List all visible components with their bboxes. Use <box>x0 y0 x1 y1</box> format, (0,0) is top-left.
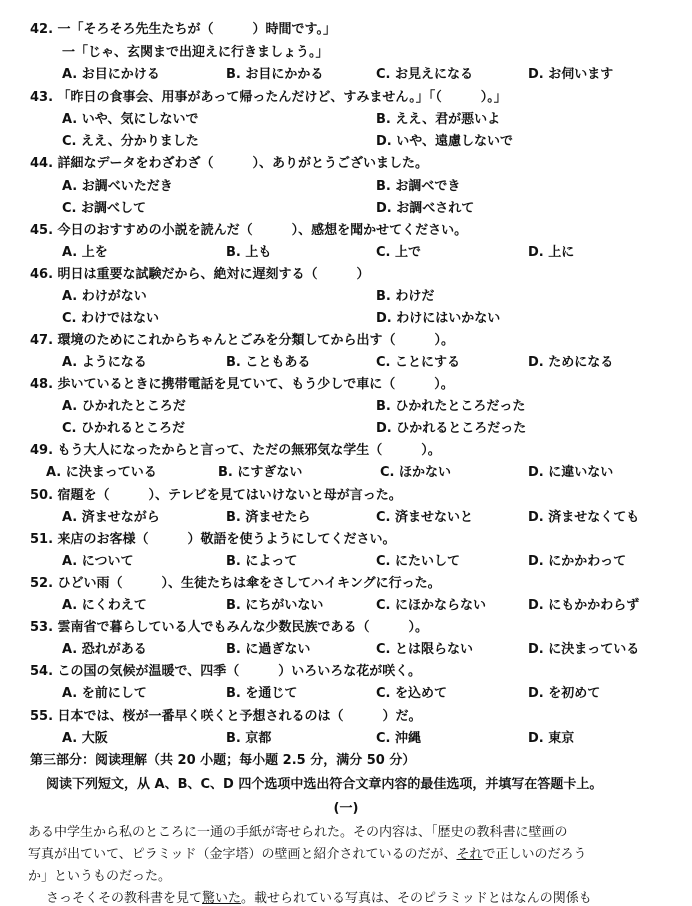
question-46-option-c[interactable]: C. わけではない <box>62 311 160 326</box>
question-45-stem: 45. 今日のおすすめの小説を読んだ（ ）、感想を聞かせてください。 <box>30 223 468 238</box>
question-47-option-c[interactable]: C. ことにする <box>376 355 461 370</box>
passage-line-2-end: で正しいのだろう <box>482 847 587 862</box>
question-54-option-a[interactable]: A. を前にして <box>62 686 147 701</box>
underlined-odoroita: 驚いた <box>202 891 242 906</box>
question-52-option-b[interactable]: B. にちがいない <box>226 598 324 613</box>
question-45-option-b[interactable]: B. 上も <box>226 245 272 260</box>
question-43-option-c[interactable]: C. ええ、分かりました <box>62 134 199 149</box>
question-47-stem: 47. 環境のためにこれからちゃんとごみを分類してから出す（ ）。 <box>30 333 455 348</box>
question-55-option-d[interactable]: D. 東京 <box>528 731 575 746</box>
question-51-option-b[interactable]: B. によって <box>226 554 298 569</box>
passage-line-4-start: さっそくその教科書を見て <box>46 891 203 906</box>
question-42-option-b[interactable]: B. お目にかかる <box>226 67 324 82</box>
question-47-option-b[interactable]: B. こともある <box>226 355 311 370</box>
question-47-option-a[interactable]: A. ようになる <box>62 355 147 370</box>
question-49-option-d[interactable]: D. に違いない <box>528 465 614 480</box>
question-43-stem: 43. 「昨日の食事会、用事があって帰ったんだけど、すみません。」「（ ）。」 <box>30 90 507 105</box>
question-47-option-d[interactable]: D. ためになる <box>528 355 614 370</box>
question-48-option-c[interactable]: C. ひかれるところだ <box>62 421 186 436</box>
question-50-option-d[interactable]: D. 済ませなくても <box>528 510 640 525</box>
question-52-option-c[interactable]: C. にほかならない <box>376 598 487 613</box>
question-51-option-d[interactable]: D. にかかわって <box>528 554 627 569</box>
question-44-option-a[interactable]: A. お調べいただき <box>62 179 173 194</box>
section-heading: 第三部分：阅读理解（共 20 小题；每小题 2.5 分，满分 50 分） <box>30 753 416 768</box>
question-46-stem: 46. 明日は重要な試験だから、絶対に遅刻する（ ） <box>30 267 370 282</box>
question-45-option-d[interactable]: D. 上に <box>528 245 575 260</box>
question-53-option-a[interactable]: A. 恐れがある <box>62 642 147 657</box>
question-49-option-c[interactable]: C. ほかない <box>380 465 452 480</box>
question-55-option-a[interactable]: A. 大阪 <box>62 731 108 746</box>
question-43-option-a[interactable]: A. いや、気にしないで <box>62 112 199 127</box>
question-50-option-a[interactable]: A. 済ませながら <box>62 510 160 525</box>
question-52-stem: 52. ひどい雨（ ）、生徒たちは傘をさしてハイキングに行った。 <box>30 576 441 591</box>
question-54-stem: 54. この国の気候が温暖で、四季（ ）いろいろな花が咲く。 <box>30 664 422 679</box>
question-53-option-b[interactable]: B. に過ぎない <box>226 642 311 657</box>
question-49-option-b[interactable]: B. にすぎない <box>218 465 303 480</box>
question-44-option-c[interactable]: C. お調べして <box>62 201 147 216</box>
question-48-stem: 48. 歩いているときに携帯電話を見ていて、もう少しで車に（ ）。 <box>30 377 454 392</box>
passage-line-4-end: 。載せられている写真は、そのピラミッドとはなんの関係も <box>241 891 592 906</box>
underlined-sore: それ <box>456 847 483 862</box>
question-46-option-a[interactable]: A. わけがない <box>62 289 147 304</box>
question-46-option-d[interactable]: D. わけにはいかない <box>376 311 501 326</box>
question-46-option-b[interactable]: B. わけだ <box>376 289 435 304</box>
question-44-option-b[interactable]: B. お調べでき <box>376 179 461 194</box>
question-48-option-a[interactable]: A. ひかれたところだ <box>62 399 186 414</box>
question-50-stem: 50. 宿題を（ ）、テレビを見てはいけないと母が言った。 <box>30 488 402 503</box>
question-54-option-d[interactable]: D. を初めて <box>528 686 601 701</box>
question-52-option-d[interactable]: D. にもかかわらず <box>528 598 640 613</box>
question-55-stem: 55. 日本では、桜が一番早く咲くと予想されるのは（ ）だ。 <box>30 709 422 724</box>
question-51-option-a[interactable]: A. について <box>62 554 134 569</box>
passage-line-2-start: 写真が出ていて、ピラミッド（金字塔）の壁画と紹介されているのだが、 <box>28 847 457 862</box>
question-42-option-a[interactable]: A. お目にかける <box>62 67 160 82</box>
passage-line-4 <box>46 892 592 905</box>
passage-line-3: か」というものだった。 <box>28 869 172 884</box>
section-instruction: 阅读下列短文，从 A、B、C、D 四个选项中选出符合文章内容的最佳选项，并填写在答题卡上。 <box>46 777 603 792</box>
passage-line-2 <box>28 848 587 861</box>
question-52-option-a[interactable]: A. にくわえて <box>62 598 147 613</box>
question-51-option-c[interactable]: C. にたいして <box>376 554 461 569</box>
passage-number: (一) <box>333 801 359 816</box>
question-48-option-d[interactable]: D. ひかれるところだった <box>376 421 527 436</box>
question-43-option-b[interactable]: B. ええ、君が悪いよ <box>376 112 501 127</box>
question-53-stem: 53. 雲南省で暮らしている人でもみんな少数民族である（ ）。 <box>30 620 429 635</box>
question-43-option-d[interactable]: D. いや、遠慮しないで <box>376 134 513 149</box>
question-54-option-c[interactable]: C. を込めて <box>376 686 448 701</box>
question-48-option-b[interactable]: B. ひかれたところだった <box>376 399 526 414</box>
question-44-stem: 44. 詳細なデータをわざわざ（ ）、ありがとうございました。 <box>30 156 429 171</box>
question-49-stem: 49. もう大人になったからと言って、ただの無邪気な学生（ ）。 <box>30 443 441 458</box>
question-55-option-c[interactable]: C. 沖縄 <box>376 731 422 746</box>
question-44-option-d[interactable]: D. お調べされて <box>376 201 475 216</box>
question-45-option-a[interactable]: A. 上を <box>62 245 108 260</box>
question-49-option-a[interactable]: A. に決まっている <box>46 465 157 480</box>
question-53-option-d[interactable]: D. に決まっている <box>528 642 640 657</box>
question-42-option-c[interactable]: C. お見えになる <box>376 67 474 82</box>
question-53-option-c[interactable]: C. とは限らない <box>376 642 474 657</box>
question-50-option-c[interactable]: C. 済ませないと <box>376 510 474 525</box>
question-55-option-b[interactable]: B. 京都 <box>226 731 272 746</box>
passage-line-1: ある中学生から私のところに一通の手紙が寄せられた。その内容は、「歴史の教科書に壁画の <box>28 825 568 840</box>
question-42-stem: 42. 一「そろそろ先生たちが（ ）時間です。」 <box>30 22 337 37</box>
question-42-stem-line2: 一「じゃ、玄関まで出迎えに行きましょう。」 <box>62 45 329 60</box>
question-42-option-d[interactable]: D. お伺います <box>528 67 614 82</box>
question-45-option-c[interactable]: C. 上で <box>376 245 422 260</box>
question-51-stem: 51. 来店のお客様（ ）敬語を使うようにしてください。 <box>30 532 396 547</box>
question-50-option-b[interactable]: B. 済ませたら <box>226 510 311 525</box>
question-54-option-b[interactable]: B. を通じて <box>226 686 298 701</box>
